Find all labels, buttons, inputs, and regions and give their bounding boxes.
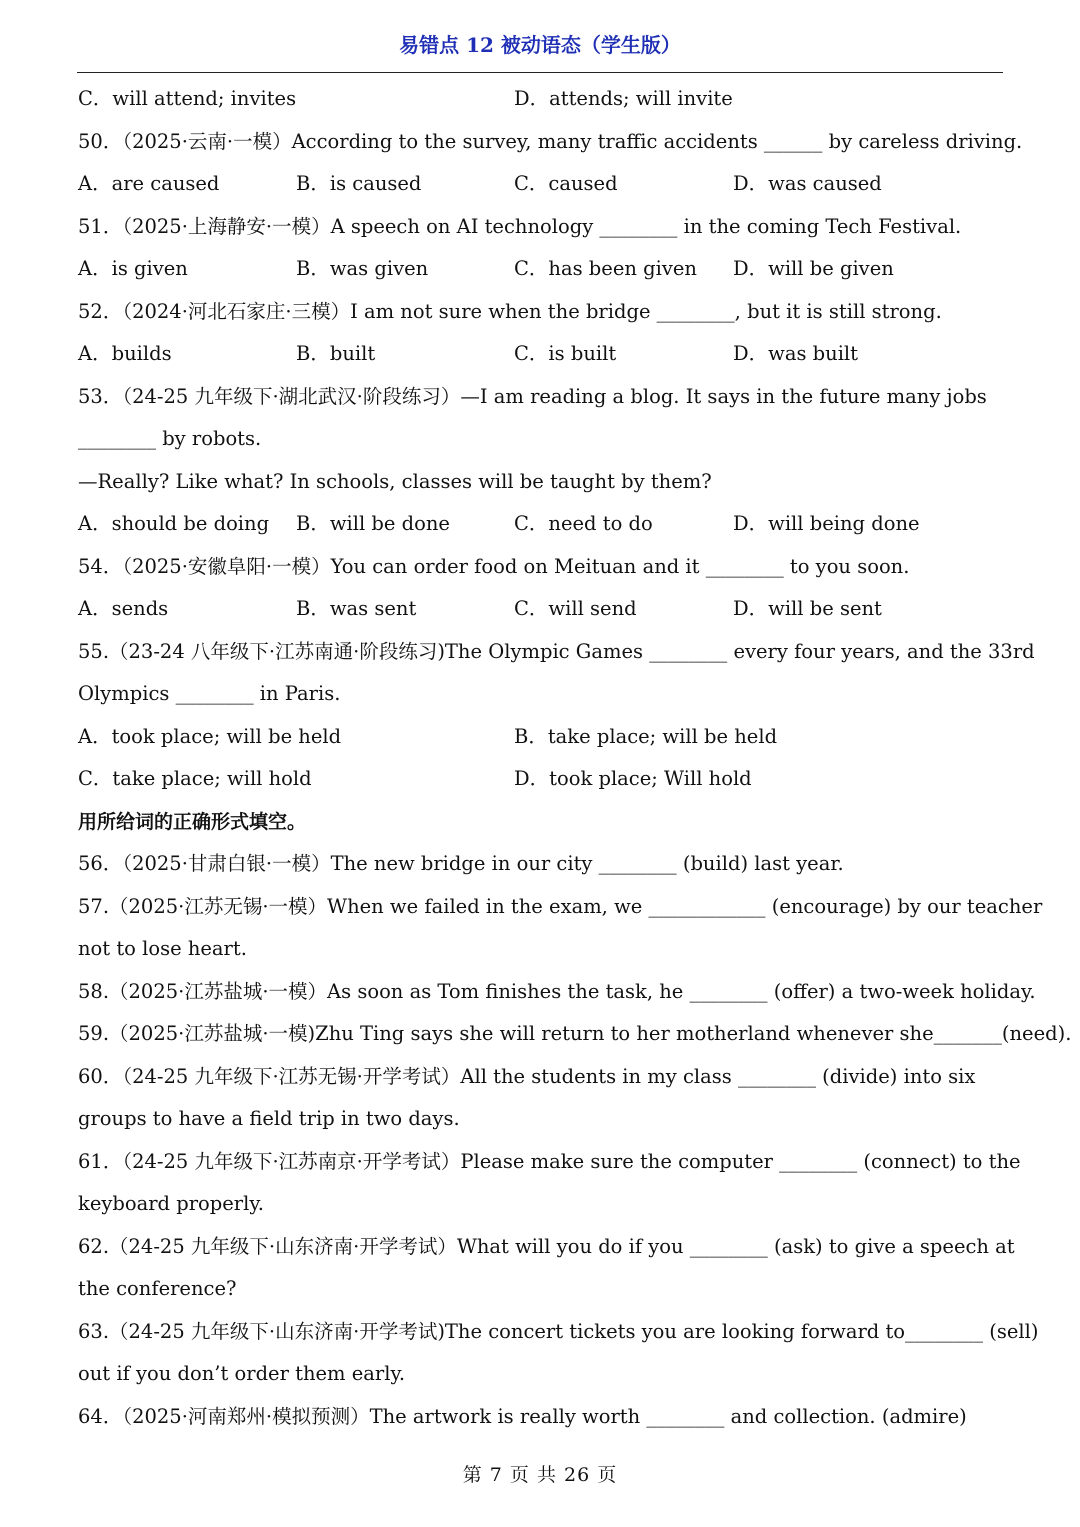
question-53-dialogue: —Really? Like what? In schools, classes will be taught by them? — [78, 469, 712, 493]
option-c: C．has been given — [514, 257, 697, 280]
option-d: D．was built — [733, 342, 859, 365]
option-a: A．should be doing — [78, 512, 270, 535]
option-b: B．take place; will be held — [514, 724, 778, 748]
question-59: 59.（2025·江苏盐城·一模)Zhu Ting says she will return to her motherland whenever she_______(need). — [78, 1022, 1072, 1045]
question-62-cont: the conference? — [78, 1277, 237, 1300]
header-divider — [77, 72, 1003, 73]
option-a: A．took place; will be held — [78, 724, 342, 748]
option-c: C．need to do — [514, 512, 653, 535]
option-a: A．is given — [78, 257, 188, 280]
option-c: C．caused — [514, 172, 618, 195]
option-b: B．will be done — [296, 512, 450, 535]
question-58: 58.（2025·江苏盐城·一模）As soon as Tom finishes the task, he ________ (offer) a two-week holiday. — [78, 979, 1036, 1003]
question-53-stem-cont: ________ by robots. — [78, 427, 262, 450]
question-54-options — [78, 588, 1008, 631]
option-b: B．is caused — [296, 172, 422, 195]
exercise-content — [78, 78, 1072, 1438]
question-51-stem: 51．（2025·上海静安·一模）A speech on AI technology ________ in the coming Tech Festival. — [78, 214, 962, 238]
option-d: D．took place; Will hold — [514, 767, 752, 790]
option-a: A．sends — [78, 597, 169, 620]
option-d: D．will be sent — [733, 597, 882, 620]
option-a: A．builds — [78, 342, 172, 365]
question-54-stem: 54．（2025·安徽阜阳·一模）You can order food on Meituan and it ________ to you soon. — [78, 554, 910, 578]
option-c: C．is built — [514, 342, 617, 365]
question-60: 60．（24-25 九年级下·江苏无锡·开学考试）All the students in my class ________ (divide) into six — [78, 1064, 976, 1088]
option-row — [78, 78, 1008, 121]
question-51-options — [78, 248, 1008, 291]
question-55-stem-cont: Olympics ________ in Paris. — [78, 682, 341, 705]
question-62: 62.（24-25 九年级下·山东济南·开学考试）What will you do if you ________ (ask) to give a speech at — [78, 1234, 1015, 1258]
question-57: 57.（2025·江苏无锡·一模）When we failed in the exam, we ____________ (encourage) by our teacher — [78, 894, 1043, 918]
question-55-options-row1 — [78, 716, 1008, 759]
question-55-stem: 55.（23-24 八年级下·江苏南通·阶段练习)The Olympic Games ________ every four years, and the 33rd — [78, 639, 1035, 663]
question-50-stem: 50．（2025·云南·一模）According to the survey, many traffic accidents ______ by careless driving. — [78, 129, 1023, 153]
option-b: B．built — [296, 342, 376, 365]
question-63-cont: out if you don’t order them early. — [78, 1362, 406, 1385]
section-heading: 用所给词的正确形式填空。 — [78, 810, 307, 833]
option-c: C．take place; will hold — [78, 767, 312, 790]
question-53-options — [78, 503, 1008, 546]
option-d: D．attends; will invite — [514, 87, 733, 110]
question-57-cont: not to lose heart. — [78, 937, 247, 960]
option-d: D．was caused — [733, 172, 882, 195]
question-61: 61．（24-25 九年级下·江苏南京·开学考试）Please make sure the computer ________ (connect) to the — [78, 1149, 1021, 1173]
option-b: B．was sent — [296, 597, 417, 620]
option-c: C．will send — [514, 597, 637, 620]
option-d: D．will being done — [733, 512, 920, 535]
page-number: 第 7 页 共 26 页 — [462, 1464, 618, 1486]
option-a: A．are caused — [78, 172, 220, 195]
option-b: B．was given — [296, 257, 429, 280]
option-d: D．will be given — [733, 257, 894, 280]
question-64: 64．（2025·河南郑州·模拟预测）The artwork is really worth ________ and collection. (admire) — [78, 1404, 967, 1428]
question-63: 63.（24-25 九年级下·山东济南·开学考试)The concert tickets you are looking forward to________ (sell) — [78, 1319, 1039, 1343]
question-55-options-row2 — [78, 758, 1008, 801]
page-header-title: 易错点 12 被动语态（学生版） — [399, 33, 681, 57]
question-56: 56．（2025·甘肃白银·一模）The new bridge in our city ________ (build) last year. — [78, 852, 844, 875]
question-50-options — [78, 163, 1008, 206]
question-61-cont: keyboard properly. — [78, 1192, 264, 1215]
question-52-options — [78, 333, 1008, 376]
question-53-stem: 53．（24-25 九年级下·湖北武汉·阶段练习）—I am reading a blog. It says in the future many jobs — [78, 384, 987, 408]
question-52-stem: 52．（2024·河北石家庄·三模）I am not sure when the bridge ________, but it is still strong. — [78, 299, 942, 323]
option-c: C．will attend; invites — [78, 87, 297, 110]
question-60-cont: groups to have a field trip in two days. — [78, 1107, 460, 1130]
